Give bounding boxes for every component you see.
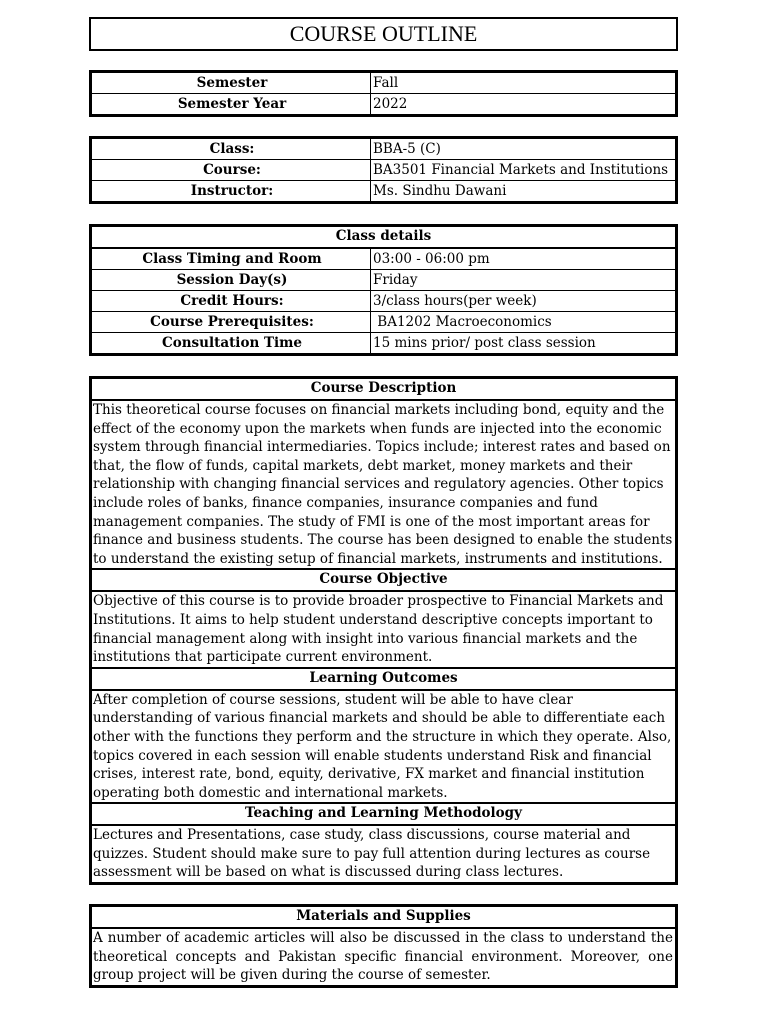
course-objective-text: Objective of this course is to provide broader prospective to Financial Markets and Institutions. It aims to help student understand descriptive concepts important to financial management along with insight into various financial markets and the institutions that participate current environment. bbox=[91, 591, 676, 667]
course-label: Course: bbox=[92, 160, 371, 181]
instructor-label: Instructor: bbox=[92, 181, 371, 202]
class-row bbox=[92, 139, 676, 160]
class-timing-value: 03:00 - 06:00 pm bbox=[371, 249, 676, 270]
semester-year-label: Semester Year bbox=[92, 94, 371, 115]
class-value: BBA-5 (C) bbox=[371, 139, 676, 160]
semester-year-row bbox=[92, 94, 676, 115]
class-info-table bbox=[89, 136, 678, 204]
teaching-methodology-text: Lectures and Presentations, case study, class discussions, course material and quizzes. Student should make sure to pay full attention during lectures as course assessment will be based on what is discussed during class lectures. bbox=[91, 825, 676, 883]
table-row bbox=[92, 291, 676, 312]
semester-value: Fall bbox=[371, 73, 676, 94]
course-row bbox=[92, 160, 676, 181]
course-description-text: This theoretical course focuses on financial markets including bond, equity and the effect of the economy upon the markets when funds are injected into the economic system through financial intermediaries. Topics include; interest rates and based on that, the flow of funds, capital markets, debt market, money markets and their relationship with changing financial services and regulatory agencies. Other topics include roles of banks, finance companies, insurance companies and fund management companies. The study of FMI is one of the most important areas for finance and business students. The course has been designed to enable the students to understand the existing setup of financial markets, instruments and institutions. bbox=[91, 400, 676, 569]
learning-outcomes-header: Learning Outcomes bbox=[91, 668, 676, 690]
class-details-header: Class details bbox=[91, 226, 676, 248]
semester-label: Semester bbox=[92, 73, 371, 94]
table-row bbox=[92, 249, 676, 270]
instructor-row bbox=[92, 181, 676, 202]
table-row bbox=[92, 333, 676, 354]
consultation-time-label: Consultation Time bbox=[92, 333, 371, 354]
semester-row bbox=[92, 73, 676, 94]
table-row bbox=[92, 270, 676, 291]
teaching-methodology-header: Teaching and Learning Methodology bbox=[91, 803, 676, 825]
session-days-value: Friday bbox=[371, 270, 676, 291]
materials-text: A number of academic articles will also be discussed in the class to understand the theoretical concepts and Pakistan specific financial environment. Moreover, one group project will be given during the course of semester. bbox=[91, 928, 676, 986]
instructor-value: Ms. Sindhu Dawani bbox=[371, 181, 676, 202]
prerequisites-label: Course Prerequisites: bbox=[92, 312, 371, 333]
credit-hours-label: Credit Hours: bbox=[92, 291, 371, 312]
course-value: BA3501 Financial Markets and Institutions bbox=[371, 160, 676, 181]
class-label: Class: bbox=[92, 139, 371, 160]
course-objective-header: Course Objective bbox=[91, 569, 676, 591]
course-outline-document bbox=[89, 0, 678, 988]
class-details-table bbox=[89, 224, 678, 356]
learning-outcomes-text: After completion of course sessions, student will be able to have clear understanding of various financial markets and should be able to differentiate each other with the functions they perform and the structure in which they operate. Also, topics covered in each session will enable students understand Risk and financial crises, interest rate, bond, equity, derivative, FX market and financial institution operating both domestic and international markets. bbox=[91, 690, 676, 804]
table-row bbox=[92, 312, 676, 333]
course-description-header: Course Description bbox=[91, 378, 676, 400]
materials-header: Materials and Supplies bbox=[91, 906, 676, 928]
page-title: COURSE OUTLINE bbox=[89, 17, 678, 51]
consultation-time-value: 15 mins prior/ post class session bbox=[371, 333, 676, 354]
semester-table bbox=[89, 70, 678, 117]
session-days-label: Session Day(s) bbox=[92, 270, 371, 291]
credit-hours-value: 3/class hours(per week) bbox=[371, 291, 676, 312]
class-timing-label: Class Timing and Room bbox=[92, 249, 371, 270]
course-sections bbox=[89, 376, 678, 885]
semester-year-value: 2022 bbox=[371, 94, 676, 115]
prerequisites-value: BA1202 Macroeconomics bbox=[371, 312, 676, 333]
materials-section bbox=[89, 904, 678, 988]
